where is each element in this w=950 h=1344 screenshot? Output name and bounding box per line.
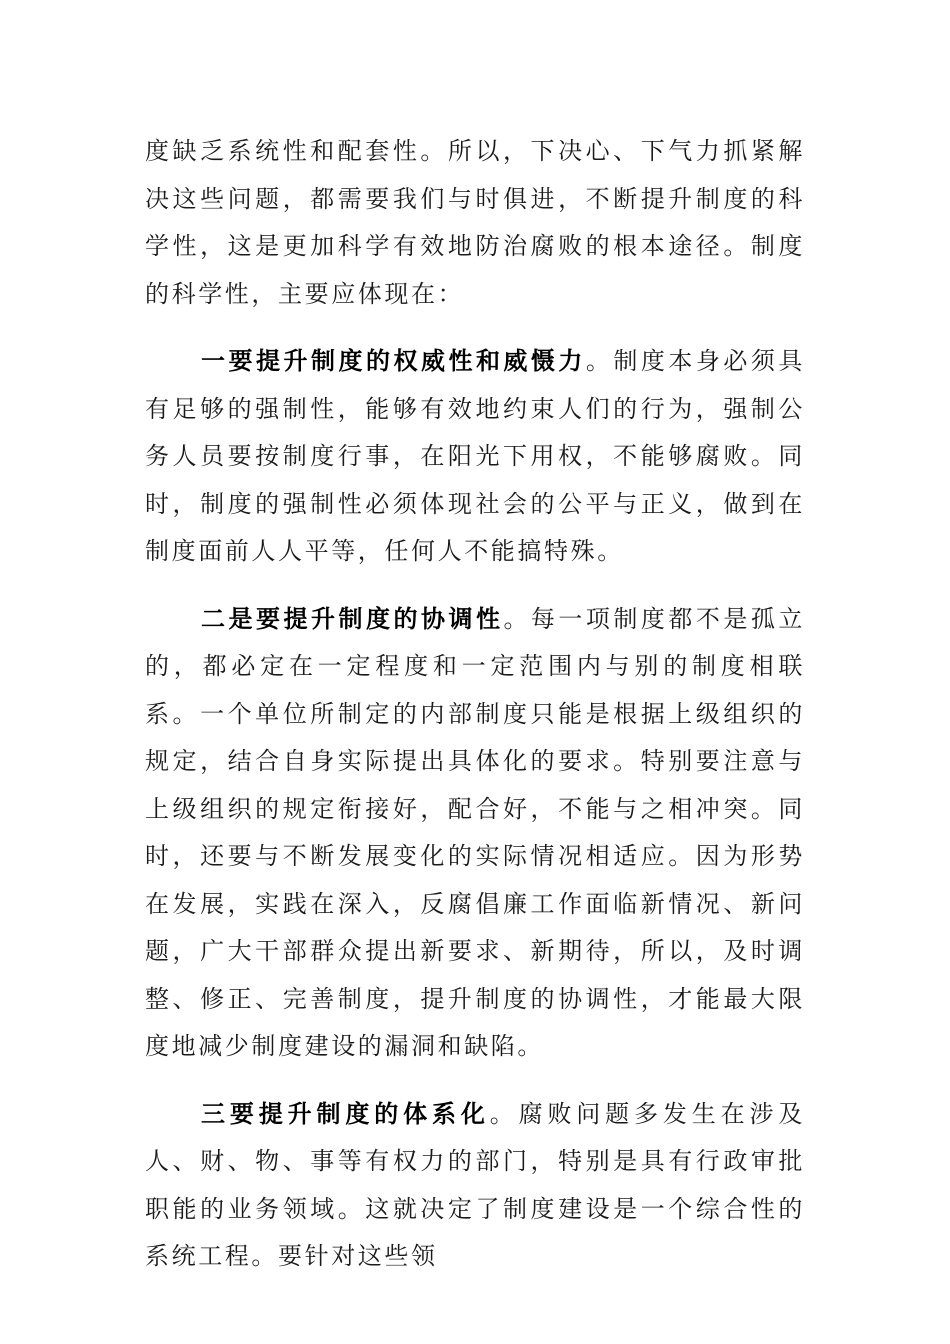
paragraph-authority — [145, 337, 805, 576]
paragraph-text: 。腐败问题多发生在涉及人、财、物、事等有权力的部门，特别是具有行政审批职能的业务领域。这就决定了制度建设是一个综合性的系统工程。要针对这些领 — [145, 1099, 805, 1270]
paragraph-text: 。每一项制度都不是孤立的，都必定在一定程度和一定范围内与别的制度相联系。一个单位所制定的内部制度只能是根据上级组织的规定，结合自身实际提出具体化的要求。特别要注意与上级组织的规定衔接好，配合好，不能与之相冲突。同时，还要与不断发展变化的实际情况相适应。因为形势在发展，实践在深入，反腐倡廉工作面临新情况、新问题，广大干部群众提出新要求、新期待，所以，及时调整、修正、完善制度，提升制度的协调性，才能最大限度地减少制度建设的漏洞和缺陷。 — [145, 604, 805, 1060]
paragraph-text: 度缺乏系统性和配套性。所以，下决心、下气力抓紧解决这些问题，都需要我们与时俱进，不断提升制度的科学性，这是更加科学有效地防治腐败的根本途径。制度的科学性，主要应体现在： — [145, 137, 805, 308]
paragraph-systematization — [145, 1090, 805, 1281]
document-body — [145, 128, 805, 1281]
paragraph-heading: 三要提升制度的体系化 — [201, 1098, 490, 1128]
paragraph-heading: 二是要提升制度的协调性 — [201, 603, 504, 633]
paragraph-heading: 一要提升制度的权威性和威慑力 — [201, 346, 586, 375]
paragraph-coordination — [145, 595, 805, 1071]
paragraph-text: 。制度本身必须具有足够的强制性，能够有效地约束人们的行为，强制公务人员要按制度行事，在阳光下用权，不能够腐败。同时，制度的强制性必须体现社会的公平与正义，做到在制度面前人人平等，任何人不能搞特殊。 — [145, 347, 805, 565]
paragraph-continuation — [145, 128, 805, 318]
